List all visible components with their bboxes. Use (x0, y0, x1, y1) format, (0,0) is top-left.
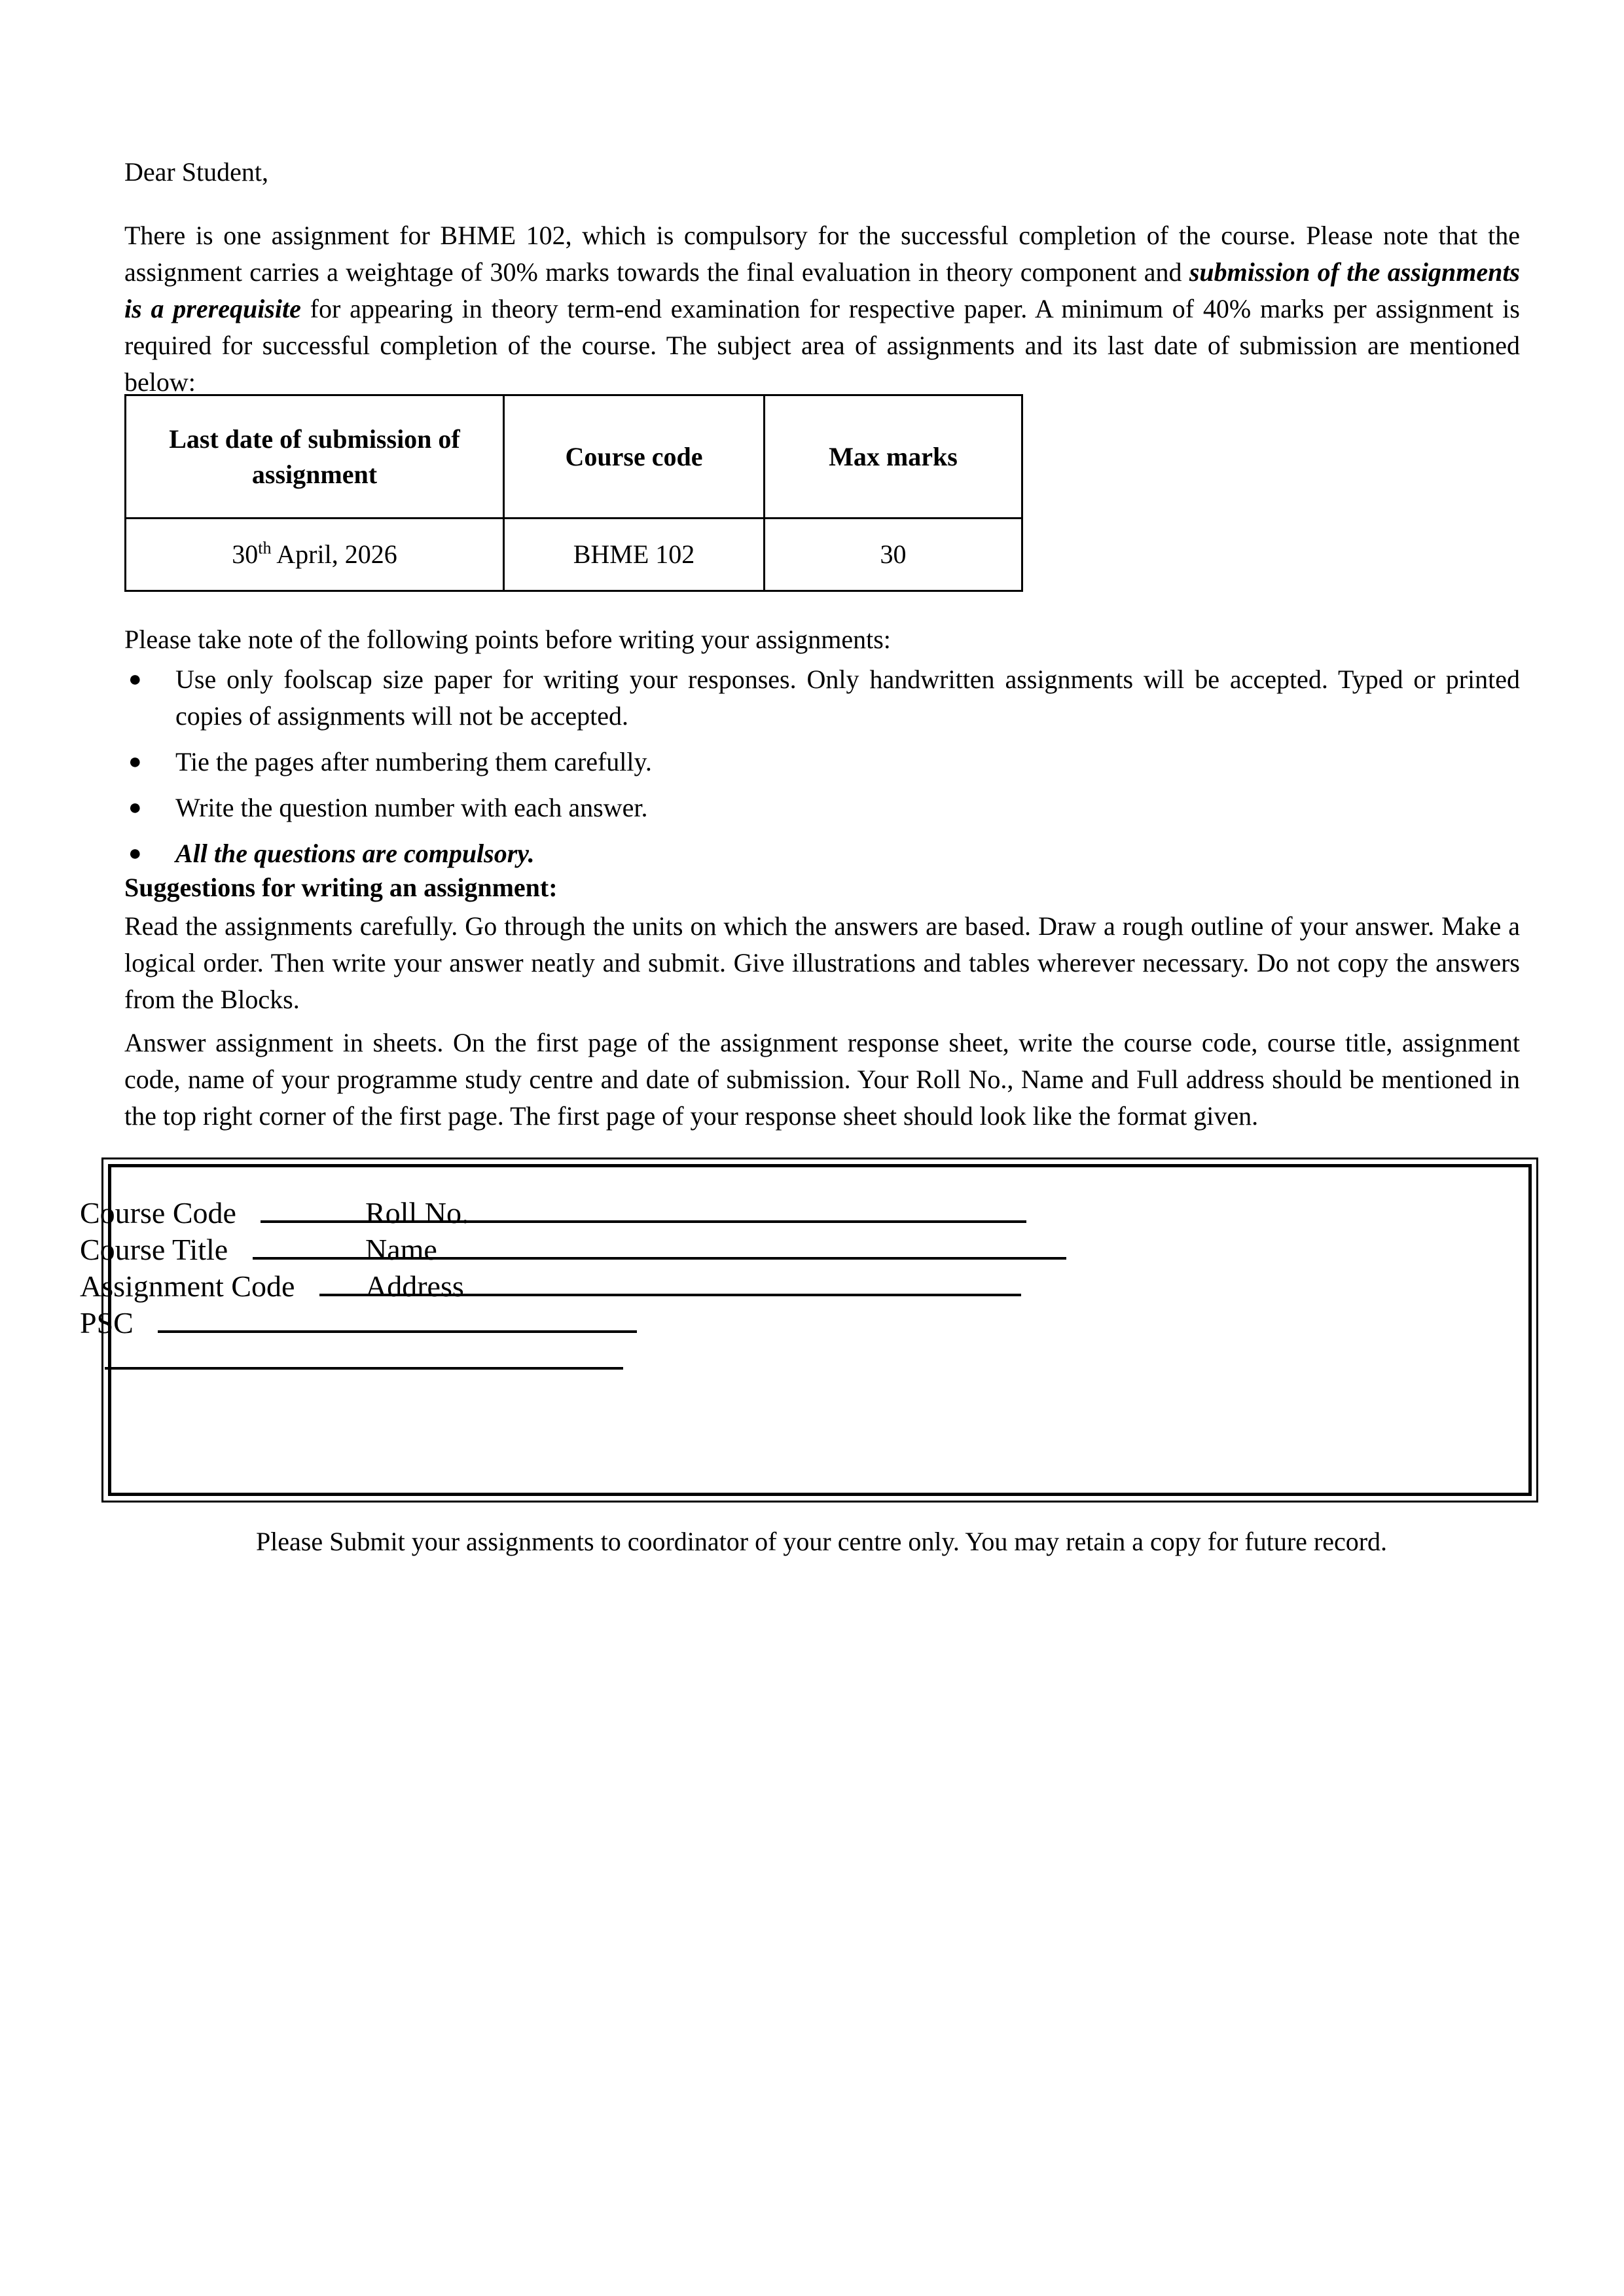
table-header-row (126, 395, 1022, 519)
suggestions-heading: Suggestions for writing an assignment: (124, 873, 558, 902)
footer-note: Please Submit your assignments to coordinator of your centre only. You may retain a copy for future record. (255, 1527, 1388, 1556)
bullet-icon: ● (128, 841, 142, 866)
field-address-label: Address (365, 1269, 464, 1303)
assignment-details-table (124, 394, 1023, 592)
note-line: Please take note of the following points before writing your assignments: (124, 625, 891, 654)
intro-emphasis: submission of the assignments is a prerequisite (124, 257, 1521, 323)
field-name (365, 1235, 1066, 1265)
intro-paragraph (124, 217, 1520, 401)
table-header-max-marks: Max marks (765, 395, 1022, 519)
bullet-icon: ● (128, 750, 142, 774)
last-date-day: 30 (232, 539, 259, 569)
field-assignment-code-label: Assignment Code (80, 1269, 295, 1303)
field-roll-no-label: Roll No. (365, 1196, 469, 1230)
answer-paragraph: Answer assignment in sheets. On the first page of the assignment response sheet, write the course code, course title, assignment code, name of your programme study centre and date of submission. Your Roll No., Name and Full address should be mentioned in the top right corner of the first page. The first page of your response sheet should look like the format given. (124, 1028, 1520, 1131)
last-date-rest: April, 2026 (271, 539, 397, 569)
field-roll-no-input[interactable] (477, 1198, 1026, 1223)
instructions-list (124, 661, 1520, 872)
table-header-last-date: Last date of submission of assignment (126, 395, 504, 519)
field-name-label: Name (365, 1233, 437, 1266)
field-course-code-label: Course Code (80, 1196, 236, 1230)
table-header-course-code: Course code (504, 395, 765, 519)
intro-text-part1: There is one assignment for BHME 102, which is compulsory for the successful completion of the course. Please note that the assignment carries a weightage of 30% marks towards the final evaluation in theory component and (124, 221, 1520, 287)
list-item-label: All the questions are compulsory. (175, 839, 535, 868)
intro-text-part2: for appearing in theory term-end examination for respective paper. A minimum of 40% marks per assignment is required for successful completion of the course. The subject area of assignments and its last date of submission are mentioned below: (124, 294, 1520, 397)
bullet-icon: ● (128, 795, 142, 820)
table-row (126, 519, 1022, 591)
suggestions-body: Read the assignments carefully. Go through the units on which the answers are based. Draw a rough outline of your answer. Make a logical order. Then write your answer neatly and submit. Give illustrations and tables wherever necessary. Do not copy the answers from the Blocks. (124, 911, 1520, 1014)
cell-course-code: BHME 102 (504, 519, 765, 591)
list-item (124, 744, 1520, 780)
field-extra-line (105, 1345, 623, 1375)
list-item (124, 835, 1520, 872)
field-address-input[interactable] (471, 1271, 1021, 1296)
list-item-label: Use only foolscap size paper for writing your responses. Only handwritten assignments will be accepted. Typed or printed copies of assignments will not be accepted. (175, 665, 1520, 731)
last-date-ordinal-suffix: th (258, 538, 272, 558)
field-psc (80, 1308, 637, 1338)
field-psc-input[interactable] (158, 1308, 637, 1333)
field-extra-line-input[interactable] (105, 1345, 623, 1370)
list-item-label: Write the question number with each answer. (175, 793, 648, 822)
field-psc-label: PSC (80, 1306, 134, 1339)
field-roll-no (365, 1198, 1026, 1228)
field-address (365, 1271, 1021, 1302)
salutation: Dear Student, (124, 157, 268, 187)
list-item (124, 790, 1520, 826)
list-item-label: Tie the pages after numbering them carefully. (175, 747, 652, 776)
list-item (124, 661, 1520, 735)
field-course-title-label: Course Title (80, 1233, 228, 1266)
bullet-icon: ● (128, 667, 142, 691)
cell-max-marks: 30 (765, 519, 1022, 591)
cell-last-date (126, 519, 504, 591)
field-name-input[interactable] (516, 1235, 1066, 1260)
